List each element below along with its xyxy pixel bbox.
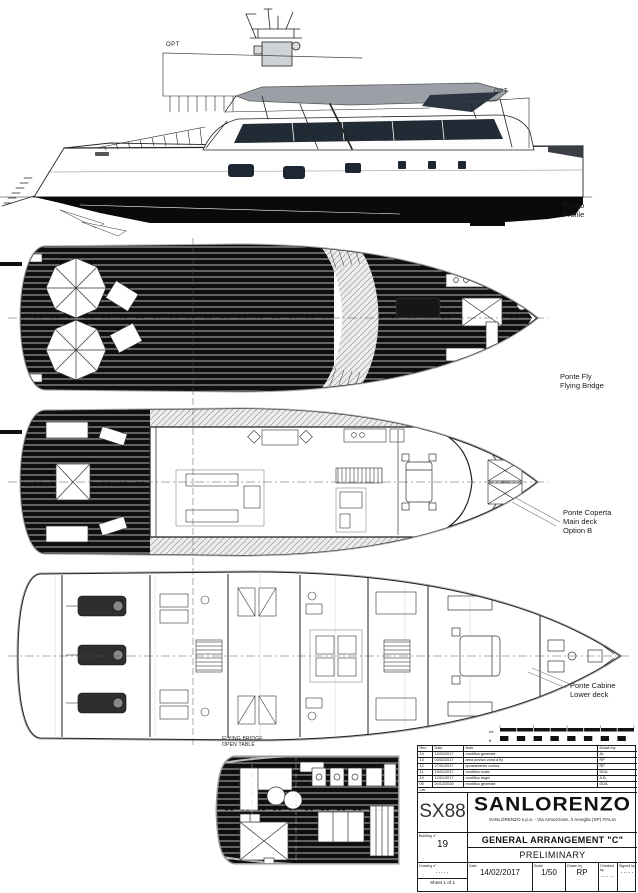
rev-date: 10/02/2017 bbox=[433, 752, 464, 758]
side-deck-stbd bbox=[150, 535, 490, 557]
scale-bar bbox=[500, 725, 634, 741]
rev-note: modifica bagni bbox=[464, 776, 598, 782]
inset-caption bbox=[222, 736, 263, 748]
flybridge-railing bbox=[163, 96, 236, 112]
scale-cell bbox=[533, 863, 566, 891]
drawing-title: GENERAL ARRANGEMENT "C" bbox=[481, 835, 624, 845]
main-deck-caption-en: Main deck bbox=[563, 517, 598, 526]
checked-by-value: ..... bbox=[601, 872, 615, 879]
profile-view bbox=[0, 9, 592, 236]
scale-label: Scale bbox=[534, 863, 543, 868]
date-col-header: Date bbox=[433, 746, 464, 752]
drawing-status: PRELIMINARY bbox=[519, 850, 586, 860]
rev-date: 03/02/2017 bbox=[433, 758, 464, 764]
building-no-cell bbox=[418, 833, 468, 863]
rev-note: modifica scale bbox=[464, 770, 598, 776]
passerelle bbox=[0, 262, 22, 266]
rev-drawn-by: RP bbox=[598, 758, 637, 764]
date-value: 14/02/2017 bbox=[479, 867, 521, 877]
passerelle bbox=[0, 430, 22, 434]
rev-number: 09 bbox=[418, 782, 433, 788]
rev-date: 27/01/2017 bbox=[433, 764, 464, 770]
flybridge-caption bbox=[560, 372, 604, 390]
rev-col-header: Rev bbox=[418, 746, 433, 752]
rev-drawn-by: DDA bbox=[598, 770, 637, 776]
rev-note: modifica generale bbox=[464, 782, 598, 788]
opt-label-aft: OPT bbox=[494, 89, 508, 95]
profile-caption-it: Profilo bbox=[563, 201, 585, 210]
building-no-value: 19 bbox=[436, 838, 449, 850]
scale-mt-label: mt bbox=[489, 729, 494, 734]
rev-number: 10 bbox=[418, 776, 433, 782]
rev-note: modifica generale bbox=[464, 752, 598, 758]
rev-date: 19/01/2017 bbox=[433, 770, 464, 776]
date-label: Date bbox=[469, 863, 477, 868]
note-col-header: Note bbox=[464, 746, 598, 752]
date-cell bbox=[468, 863, 533, 891]
rev-number: 12 bbox=[418, 764, 433, 770]
drawn-by-value: RP bbox=[576, 867, 588, 877]
signed-by-cell bbox=[618, 863, 637, 891]
draft-marks bbox=[2, 178, 34, 206]
rev-number: 13 bbox=[418, 758, 433, 764]
signed-by-label: Signed by bbox=[619, 863, 635, 868]
flybridge-caption-en: Flying Bridge bbox=[560, 381, 604, 390]
label-leader bbox=[512, 498, 560, 526]
model-cell bbox=[418, 793, 468, 833]
drawing-no-cell bbox=[418, 863, 468, 879]
rev-drawn-by: DDA bbox=[598, 782, 637, 788]
stair-opening bbox=[396, 298, 440, 318]
title-block bbox=[417, 745, 636, 892]
drawing-title-cell bbox=[468, 833, 637, 848]
scale-value: 1/50 bbox=[541, 867, 557, 877]
inset-caption-line1: FLYING BRIDGE bbox=[222, 736, 263, 742]
lav-row: Lav. bbox=[418, 788, 637, 793]
rev-note: spostamento cucina bbox=[464, 764, 598, 770]
rev-number: 14 bbox=[418, 752, 433, 758]
rev-drawn-by: RP bbox=[598, 764, 637, 770]
scale-ft-label: ft bbox=[489, 738, 492, 743]
rev-note: area pranzo zona a fly bbox=[464, 758, 598, 764]
lower-deck-caption-en: Lower deck bbox=[570, 690, 609, 699]
main-deck-plan bbox=[0, 407, 560, 557]
drawing-no-value: ..... bbox=[435, 868, 450, 875]
lower-deck-caption-it: Ponte Cabine bbox=[570, 681, 616, 690]
company-address: SANLORENZO s.p.a. - Via Armezzone, 3 Ameglia (SP) ITALIA bbox=[488, 817, 617, 822]
rev-date: 12/01/2017 bbox=[433, 776, 464, 782]
main-deck-caption-option: Option B bbox=[563, 526, 593, 535]
building-no-label: Building n° bbox=[419, 833, 437, 838]
inset-flybridge-open-table bbox=[215, 754, 400, 865]
mast-antennas bbox=[246, 9, 302, 66]
drawing-status-cell bbox=[468, 848, 637, 863]
profile-caption-en: Profile bbox=[563, 210, 585, 219]
main-deck-caption bbox=[563, 508, 611, 535]
profile-caption bbox=[563, 201, 584, 219]
rev-drawn-by: AL bbox=[598, 752, 637, 758]
inset-caption-line2: OPEN TABLE bbox=[222, 742, 255, 748]
checked-by-cell bbox=[599, 863, 618, 891]
sheet-number: Sheet 1 of 1 bbox=[430, 880, 455, 885]
rev-date: 20/12/2016 bbox=[433, 782, 464, 788]
opt-label-forward: OPT bbox=[166, 42, 180, 48]
drawing-no-label: Drawing n° bbox=[419, 863, 437, 868]
lower-deck-caption bbox=[570, 681, 615, 699]
signed-by-value: ..... bbox=[620, 868, 635, 875]
drawn-col-header: Drawn by bbox=[598, 746, 637, 752]
rev-drawn-by: A.B. bbox=[598, 776, 637, 782]
side-deck-port bbox=[150, 407, 490, 429]
hardtop-aft-glass bbox=[422, 92, 500, 112]
drawn-by-cell bbox=[566, 863, 599, 891]
checked-by-label: Checked by bbox=[600, 863, 615, 872]
main-deck-caption-it: Ponte Coperta bbox=[563, 508, 612, 517]
flybridge-caption-it: Ponte Fly bbox=[560, 372, 592, 381]
hull-profile bbox=[34, 143, 583, 197]
brand-cell bbox=[468, 793, 637, 833]
sanlorenzo-logo: SANLORENZO bbox=[474, 793, 631, 816]
model-name: SX88 bbox=[419, 801, 466, 822]
lower-deck-plan bbox=[8, 572, 630, 740]
drawn-by-label: Drawn by bbox=[567, 863, 583, 868]
flybridge-deck-plan bbox=[0, 243, 548, 393]
rev-number: 11 bbox=[418, 770, 433, 776]
sheet-cell bbox=[418, 879, 468, 891]
